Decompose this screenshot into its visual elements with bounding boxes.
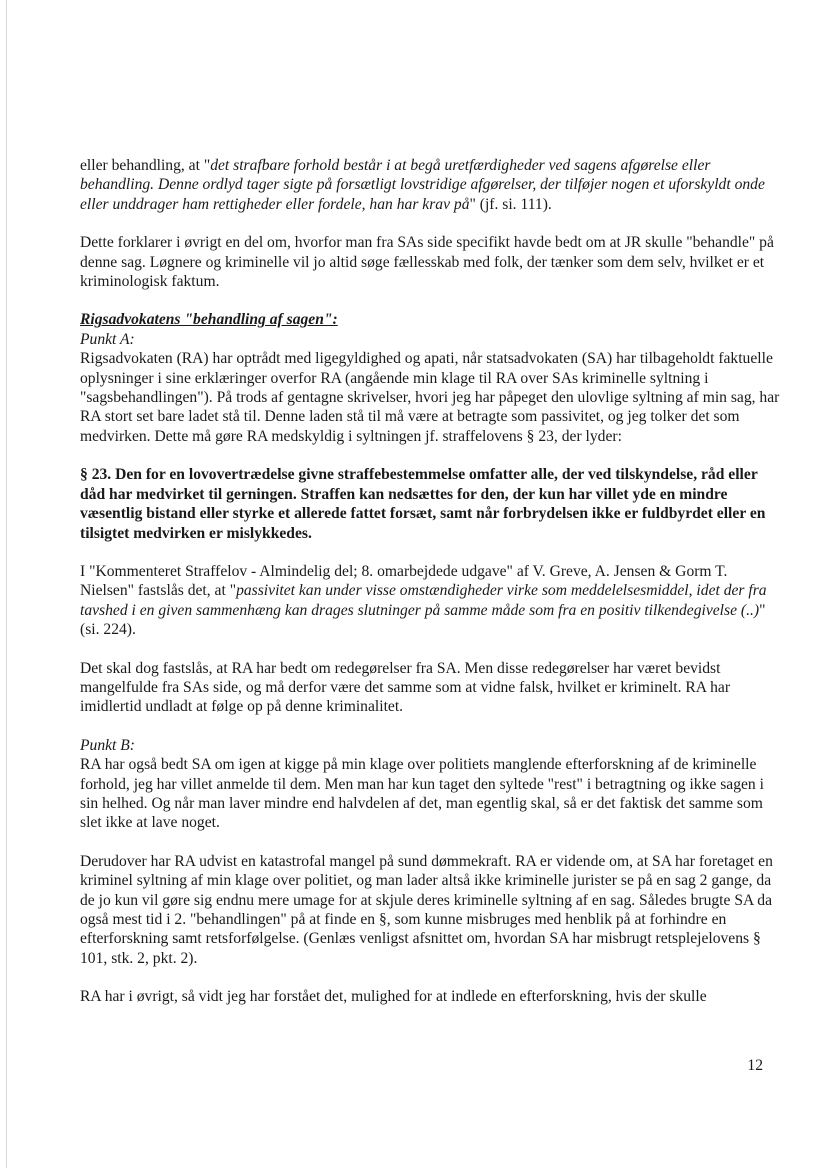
quoted-definition: det strafbare forhold består i at begå uretfærdigheder ved sagens afgørelse eller behandling. Denne ordlyd tager sigte på forsætligt lovstridige afgørelser, der tilføjer nogen et uforskyldt onde eller unddrager ham rettigheder eller fordele, han har krav på bbox=[80, 157, 765, 213]
punkt-a-text: Rigsadvokaten (RA) har optrådt med ligegyldighed og apati, når statsadvokaten (SA) har tilbageholdt faktuelle oplysninger i sine erklæringer overfor RA (angående min klage til RA over SAs kriminelle syltning i "sagsbehandlingen"). På trods af gentagne skrivelser, hvori jeg har påpeget den ulovlige syltning af min sag, har RA stort set bare ladet stå til. Denne laden stå til må være at betragte som passivitet, og jeg tolker det som medvirken. Dette må gøre RA medskyldig i syltningen jf. straffelovens § 23, der lyder: bbox=[80, 350, 780, 445]
commentary-lead: I "Kommenteret Straffelov - Almindelig del; 8. omarbejdede udgave" af V. Greve, A. Jensen & Gorm T. Nielsen" fastslås det, at " bbox=[80, 562, 728, 600]
section-heading: Rigsadvokatens "behandling af sagen": bbox=[80, 311, 338, 329]
document-body bbox=[80, 156, 780, 1007]
paragraph-last: RA har i øvrigt, så vidt jeg har forstået det, mulighed for at indlede en efterforskning, hvis der skulle bbox=[80, 988, 707, 1006]
law-quote-paragraph-23: § 23. Den for en lovovertrædelse givne straffebestemmelse omfatter alle, der ved tilskyndelse, råd eller dåd har medvirket til gerningen. Straffen kan nedsættes for den, der kun har villet yde en mindre væsentlig bistand eller styrke et allerede fattet forsæt, samt når forbrydelsen ikke er fuldbyrdet eller en tilsigtet medvirken er mislykkedes. bbox=[80, 466, 766, 542]
scan-edge-line bbox=[6, 0, 7, 1168]
punkt-b-label: Punkt B: bbox=[80, 736, 135, 754]
commentary-tail: " (si. 224). bbox=[80, 601, 766, 639]
punkt-b-text: RA har også bedt SA om igen at kigge på min klage over politiets manglende efterforskning af de kriminelle forhold, jeg har villet anmelde til dem. Men man har kun taget den syltede "rest" i betragtning og ikke sagen i sin helhed. Og når man laver mindre end halvdelen af det, man egentlig skal, så er det faktisk det samme som slet ikke at lave noget. bbox=[80, 756, 764, 832]
paragraph-continuation bbox=[80, 156, 780, 214]
paragraph-explanation: Dette forklarer i øvrigt en del om, hvorfor man fra SAs side specifikt havde bedt om at JR skulle "behandle" på denne sag. Løgnere og kriminelle vil jo altid søge fællesskab med folk, der tænker som dem selv, hvilket er et kriminologisk faktum. bbox=[80, 234, 774, 291]
page-number: 12 bbox=[747, 1057, 763, 1074]
paragraph-continuation-tail: " (jf. si. 111). bbox=[469, 195, 552, 213]
punkt-a-label: Punkt A: bbox=[80, 330, 135, 348]
paragraph-continuation-lead: eller behandling, at " bbox=[80, 157, 211, 174]
paragraph-redegoerelser: Det skal dog fastslås, at RA har bedt om redegørelser fra SA. Men disse redegørelser har været bevidst mangelfulde fra SAs side, og må derfor være det samme som at vidne falsk, hvilket er kriminelt. RA har imidlertid undladt at følge op på denne kriminalitet. bbox=[80, 659, 731, 716]
commentary-citation bbox=[80, 562, 780, 640]
commentary-quote: passivitet kan under visse omstændigheder virke som meddelelsesmiddel, idet der fra tavshed i en given sammenhæng kan drages slutninger på samme måde som fra en positiv tilkendegivelse (..) bbox=[80, 582, 767, 619]
paragraph-doemmekraft: Derudover har RA udvist en katastrofal mangel på sund dømmekraft. RA er vidende om, at SA har foretaget en kriminel syltning af min klage over politiet, og man lader altså ikke kriminelle jurister se på en sag 2 gange, da de jo kun vil gøre sig endnu mere umage for at skjule deres kriminelle syltning af en sag. Således brugte SA da også mest tid i 2. "behandlingen" på at finde en §, som kunne misbruges med henblik på at forhindre en efterforskning samt retsforfølgelse. (Genlæs venligst afsnittet om, hvordan SA har misbrugt retsplejelovens § 101, stk. 2, pkt. 2). bbox=[80, 852, 773, 967]
